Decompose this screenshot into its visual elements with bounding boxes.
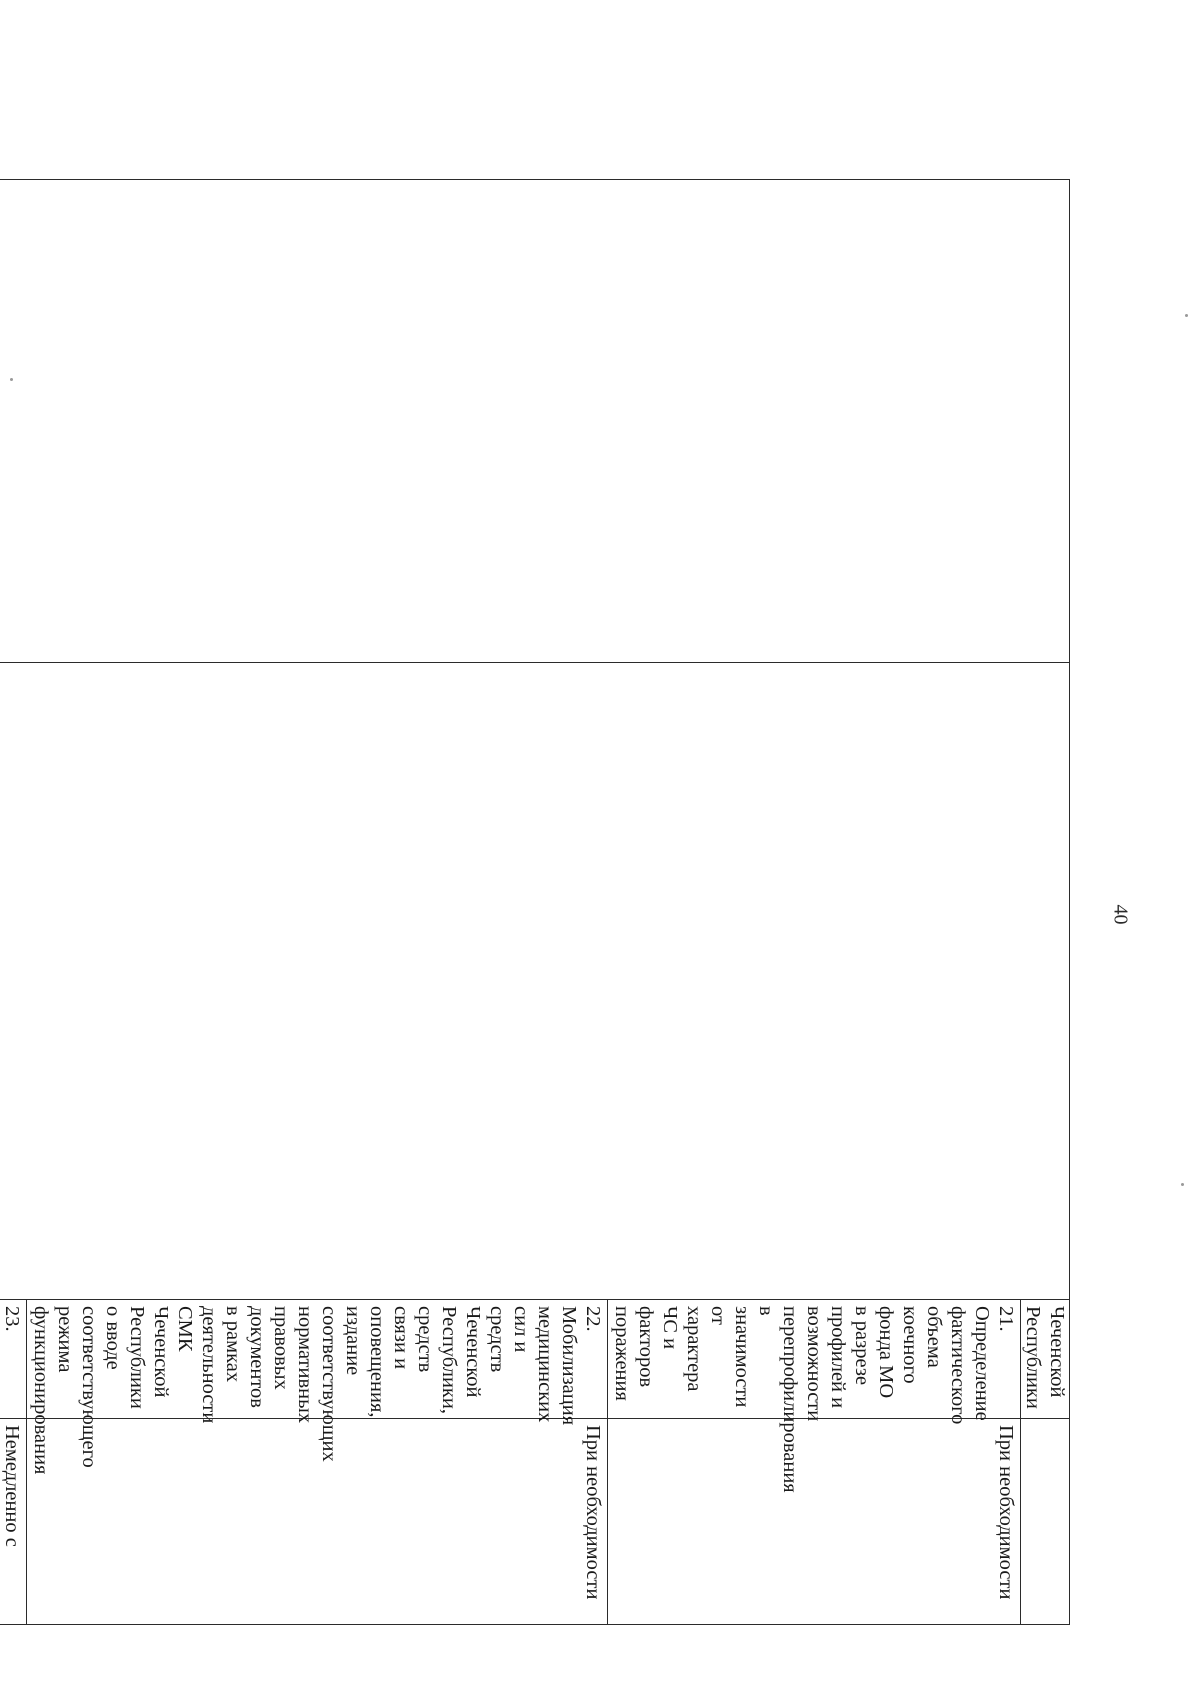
timing-text: Немедленно с	[0, 1419, 27, 1625]
rotated-table-container	[1, 179, 1070, 1624]
action-text: Чеченской Республики	[1021, 1300, 1070, 1419]
scan-speck	[1181, 1183, 1184, 1186]
action-text: 21. Определение фактического объема коечного фонда МО в разрезе профилей и возможности перепрофилирования в значимости от характера ЧС и факторов поражения	[608, 1300, 1021, 1419]
page-number: 40	[1109, 904, 1132, 925]
table-row	[1021, 180, 1070, 1625]
empty-cell-left	[0, 180, 1070, 663]
scan-speck	[1185, 314, 1188, 317]
action-text: 22. Мобилизация медицинских сил и средств Чеченской Республики, средств связи и оповещения, издание соответствующих нормативных правовых документов в рамках деятельности СМК Чеченской Республики о вводе соответствующего режима функционирования	[27, 1300, 608, 1419]
timing-text	[1021, 1419, 1070, 1625]
action-text: 23.	[0, 1300, 27, 1419]
timing-text: При необходимости	[27, 1419, 608, 1625]
timing-text: При необходимости	[608, 1419, 1021, 1625]
empty-cell-middle	[0, 663, 1070, 1300]
action-plan-table	[0, 179, 1070, 1625]
